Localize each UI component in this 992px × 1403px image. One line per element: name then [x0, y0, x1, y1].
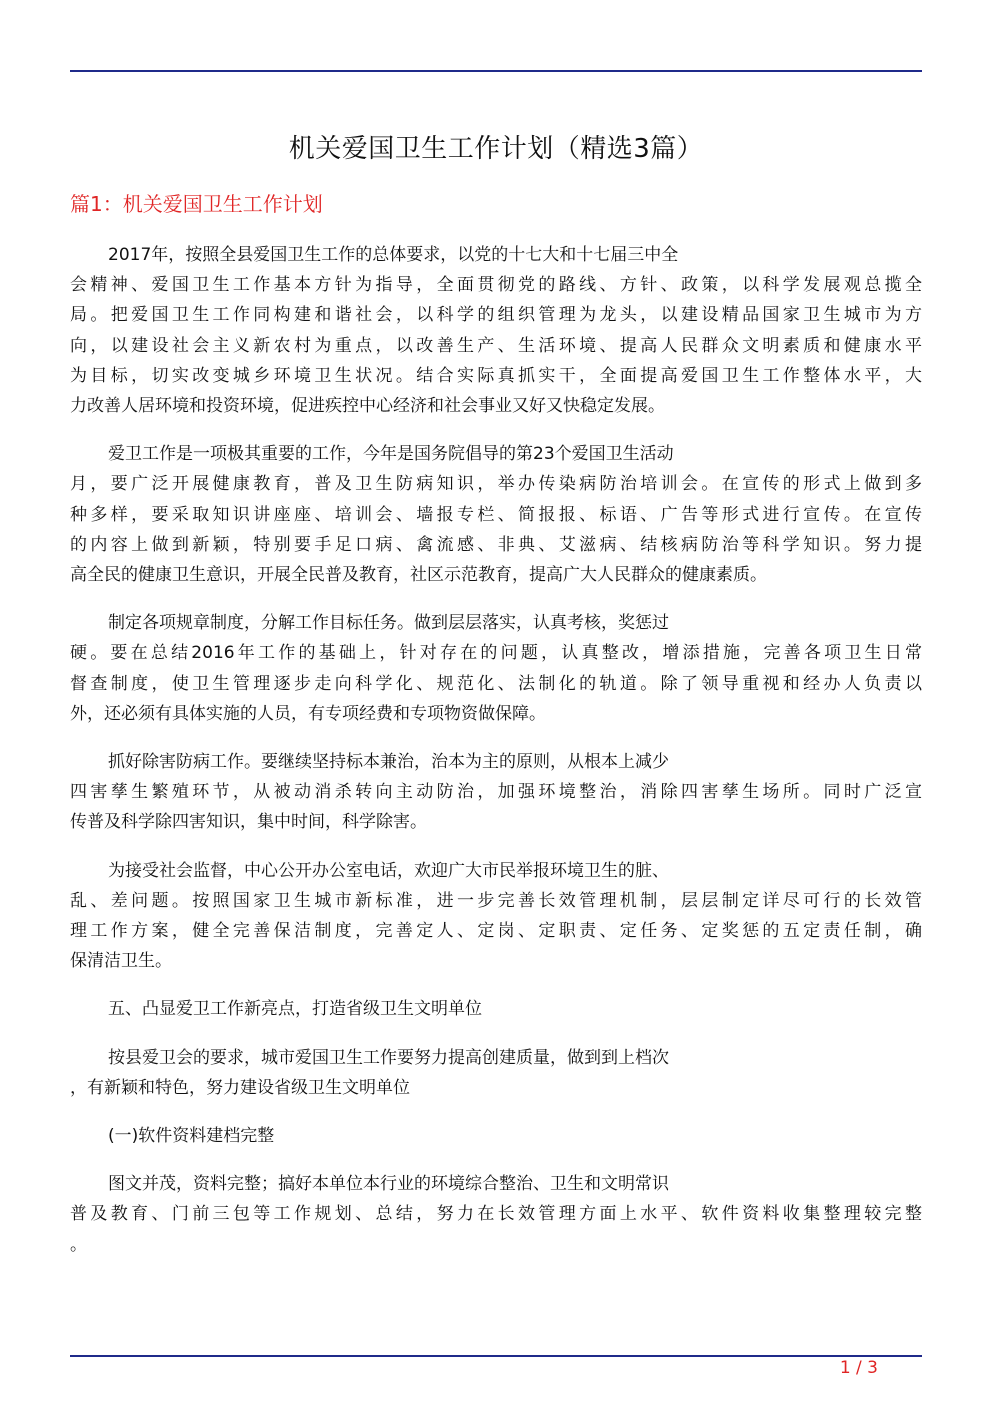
paragraph-line: 。 — [70, 1234, 87, 1255]
body-paragraph — [70, 856, 922, 977]
paragraph-line: 制定各项规章制度，分解工作目标任务。做到层层落实，认真考核，奖惩过 — [108, 613, 669, 634]
section-heading: 篇1：机关爱国卫生工作计划 — [70, 192, 323, 216]
paragraph-line: 为目标，切实改变城乡环境卫生状况。结合实际真抓实干，全面提高爱国卫生工作整体水平，大 — [70, 365, 922, 386]
body-paragraph — [70, 1043, 922, 1103]
paragraph-line: 督查制度，使卫生管理逐步走向科学化、规范化、法制化的轨道。除了领导重视和经办人负责以 — [70, 673, 922, 694]
paragraph-line: 乱、差问题。按照国家卫生城市新标准，进一步完善长效管理机制，层层制定详尽可行的长效管 — [70, 890, 922, 911]
paragraph-line: 向，以建设社会主义新农村为重点，以改善生产、生活环境、提高人民群众文明素质和健康水平 — [70, 335, 922, 356]
paragraph-line: 局。把爱国卫生工作同构建和谐社会，以科学的组织管理为龙头，以建设精品国家卫生城市为方 — [70, 305, 922, 326]
paragraph-line: 爱卫工作是一项极其重要的工作，今年是国务院倡导的第23个爱国卫生活动 — [108, 444, 674, 465]
paragraph-line: 五、凸显爱卫工作新亮点，打造省级卫生文明单位 — [108, 999, 482, 1020]
paragraph-line: 2017年，按照全县爱国卫生工作的总体要求，以党的十七大和十七届三中全 — [108, 245, 679, 265]
paragraph-line: ，有新颖和特色，努力建设省级卫生文明单位 — [70, 1077, 410, 1098]
body-paragraph — [70, 240, 922, 421]
paragraph-line: 硬。要在总结2016年工作的基础上，针对存在的问题，认真整改，增添措施，完善各项卫生日常 — [70, 643, 922, 664]
document-title: 机关爱国卫生工作计划（精选3篇） — [288, 134, 704, 164]
body-paragraph — [70, 1169, 922, 1260]
paragraph-line: 高全民的健康卫生意识，开展全民普及教育，社区示范教育，提高广大人民群众的健康素质。 — [70, 565, 767, 586]
paragraph-line: 会精神、爱国卫生工作基本方针为指导，全面贯彻党的路线、方针、政策，以科学发展观总揽全 — [70, 275, 922, 296]
paragraph-line: 力改善人居环境和投资环境，促进疾控中心经济和社会事业又好又快稳定发展。 — [70, 396, 665, 417]
paragraph-line: 传普及科学除四害知识，集中时间，科学除害。 — [70, 812, 427, 833]
paragraph-line: 种多样，要采取知识讲座座、培训会、墙报专栏、简报报、标语、广告等形式进行宣传。在宣传 — [70, 504, 922, 525]
body-paragraph — [70, 608, 922, 729]
header-rule — [70, 70, 922, 72]
body-paragraph — [70, 439, 922, 590]
paragraph-line: 为接受社会监督，中心公开办公室电话，欢迎广大市民举报环境卫生的脏、 — [108, 860, 669, 881]
paragraph-line: 理工作方案，健全完善保洁制度，完善定人、定岗、定职责、定任务、定奖惩的五定责任制，确 — [70, 921, 922, 942]
paragraph-line: 保清洁卫生。 — [70, 951, 172, 972]
paragraph-line: 外，还必须有具体实施的人员，有专项经费和专项物资做保障。 — [70, 703, 546, 724]
paragraph-line: 抓好除害防病工作。要继续坚持标本兼治，治本为主的原则，从根本上减少 — [108, 752, 669, 773]
document-body — [70, 240, 922, 1278]
footer-rule — [70, 1355, 922, 1357]
body-paragraph — [70, 747, 922, 838]
body-paragraph — [70, 994, 922, 1024]
paragraph-line: 按县爱卫会的要求，城市爱国卫生工作要努力提高创建质量，做到到上档次 — [108, 1047, 669, 1068]
paragraph-line: (一)软件资料建档完整 — [108, 1126, 275, 1147]
paragraph-line: 月，要广泛开展健康教育，普及卫生防病知识，举办传染病防治培训会。在宣传的形式上做到多 — [70, 474, 922, 495]
page-number: 1 / 3 — [839, 1358, 878, 1378]
paragraph-line: 普及教育、门前三包等工作规划、总结，努力在长效管理方面上水平、软件资料收集整理较完整 — [70, 1204, 922, 1225]
body-paragraph — [70, 1121, 922, 1151]
paragraph-line: 的内容上做到新颖，特别要手足口病、禽流感、非典、艾滋病、结核病防治等科学知识。努力提 — [70, 534, 922, 555]
paragraph-line: 四害孳生繁殖环节，从被动消杀转向主动防治，加强环境整治，消除四害孳生场所。同时广泛宣 — [70, 782, 922, 803]
paragraph-line: 图文并茂，资料完整；搞好本单位本行业的环境综合整治、卫生和文明常识 — [108, 1174, 669, 1195]
